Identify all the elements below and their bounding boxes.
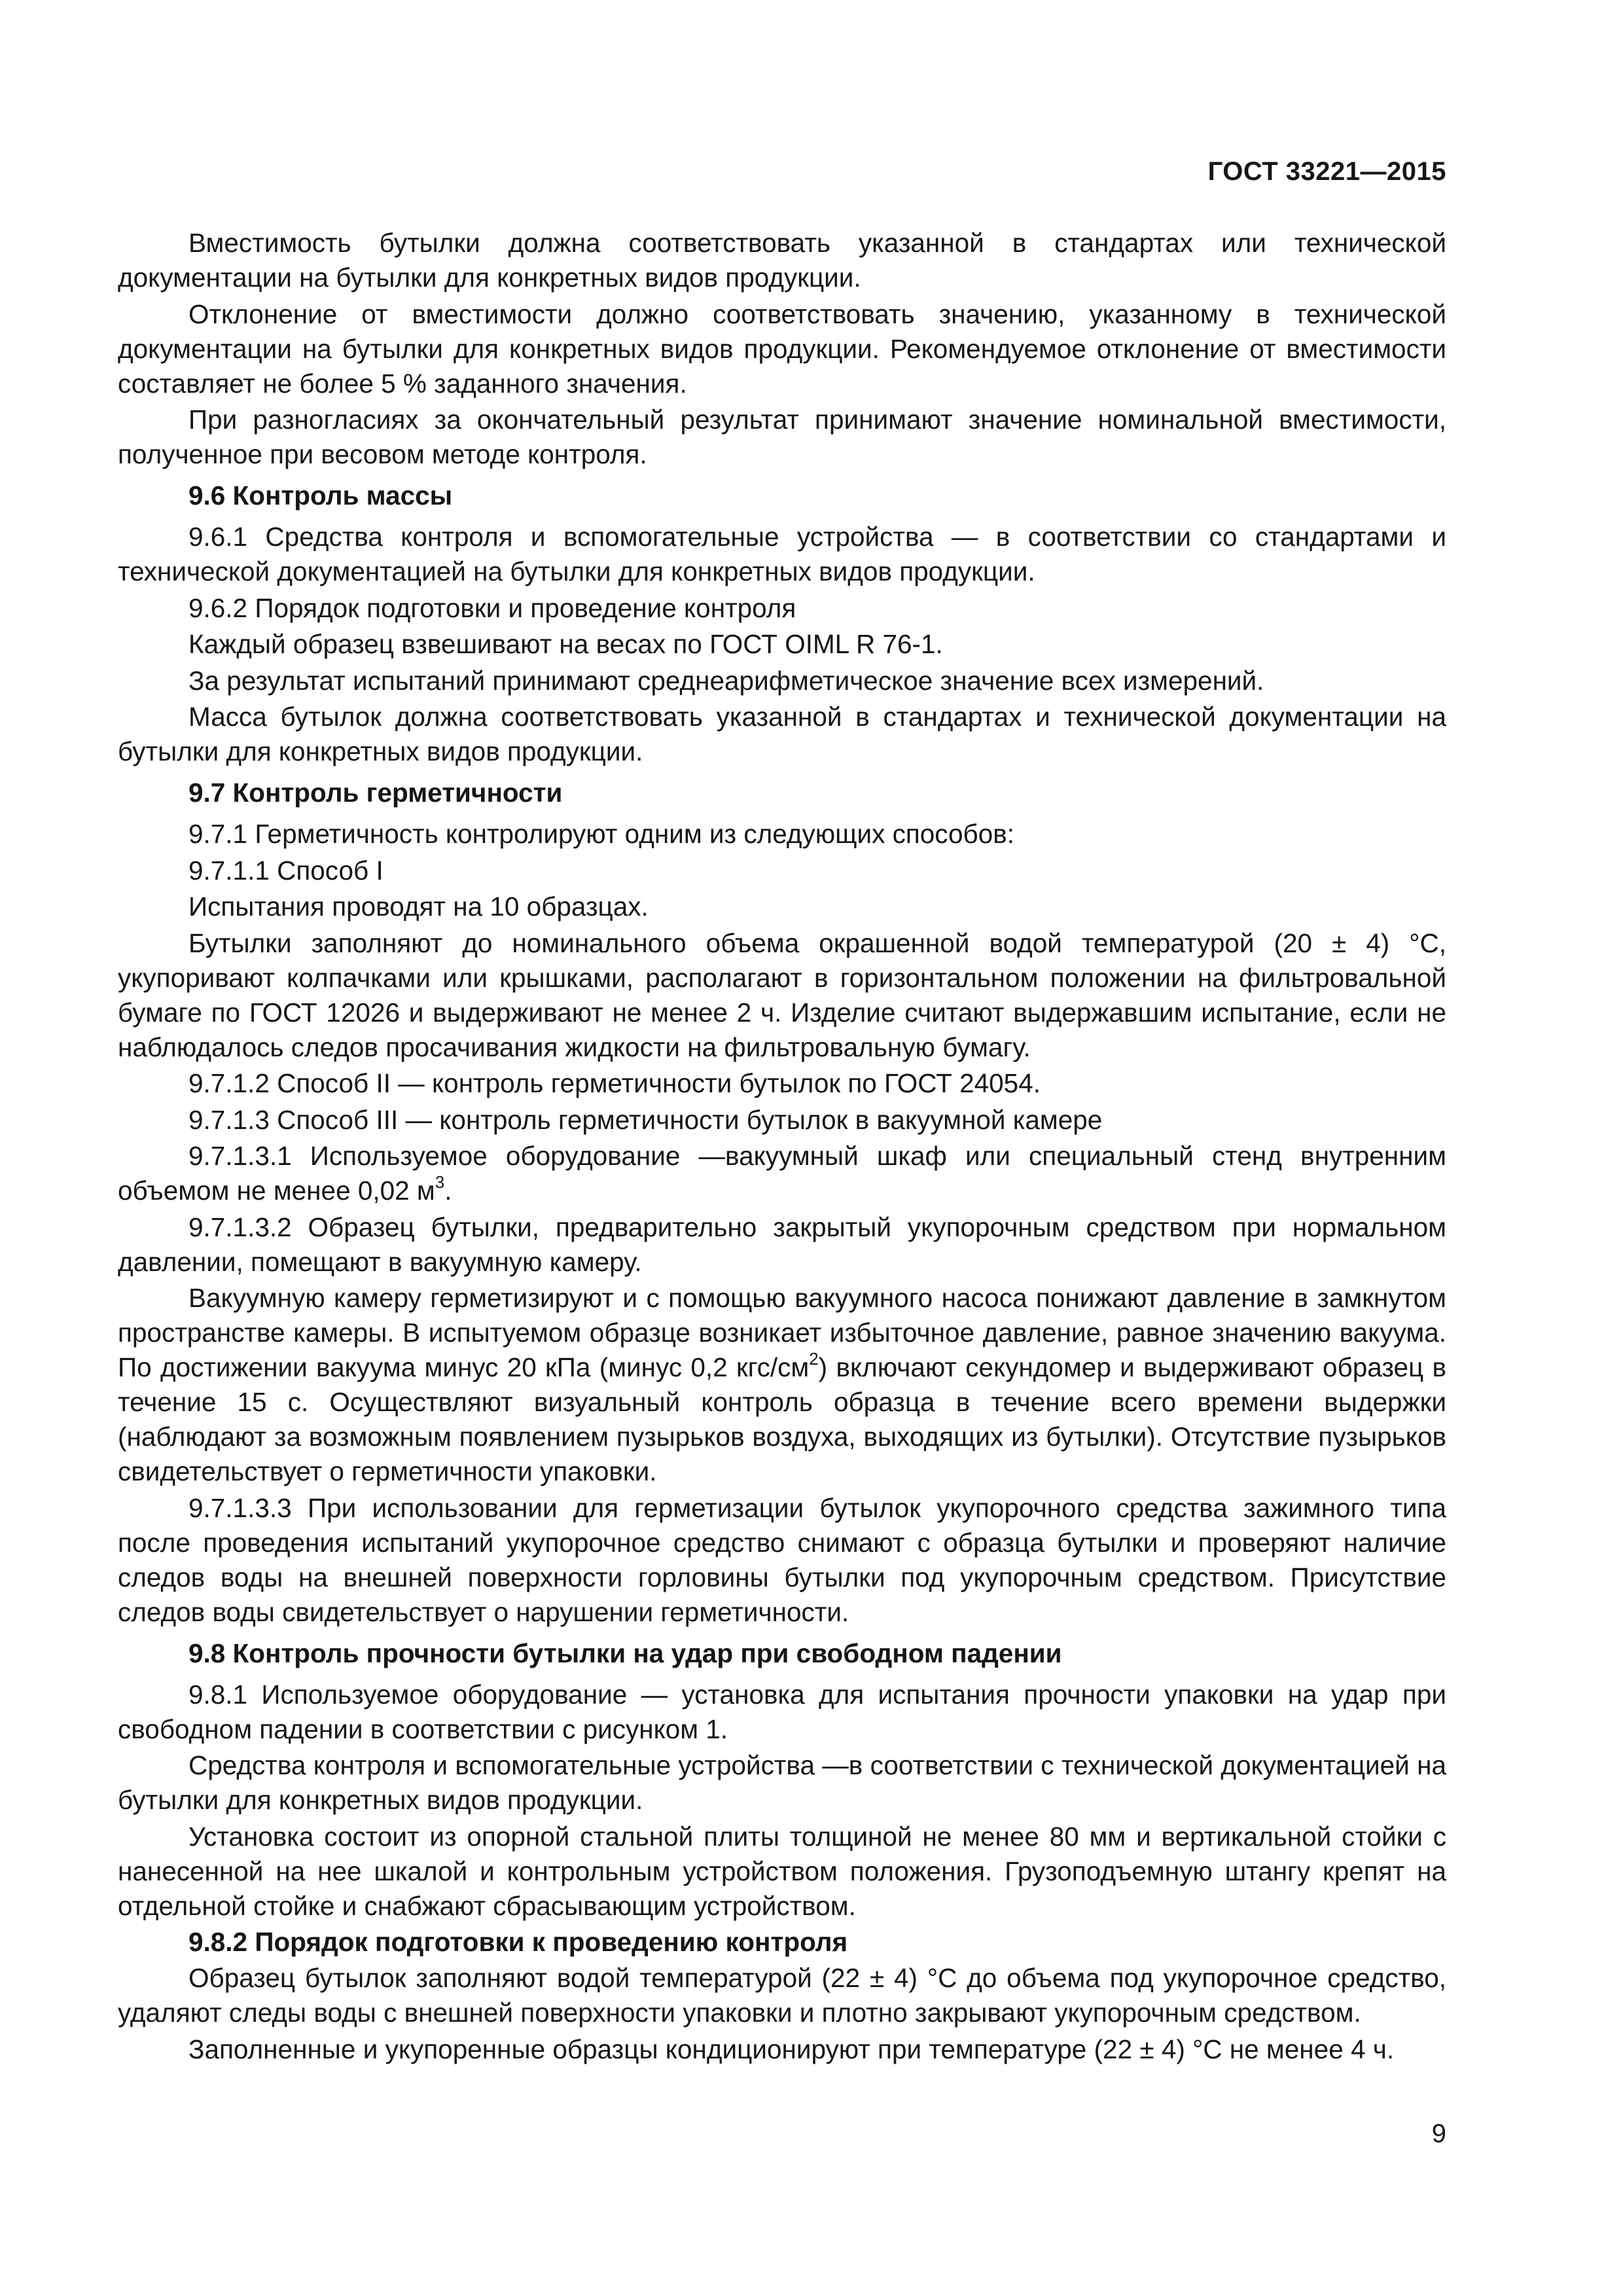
paragraph: Заполненные и укупоренные образцы кондиционируют при температуре (22 ± 4) °С не менее 4 ч. — [188, 2034, 1395, 2064]
paragraph: 9.8.1 Используемое оборудование — установка для испытания прочности упаковки на удар при свободном падении в соответствии с рисунком 1. — [118, 1679, 1446, 1744]
text-run: . — [444, 1175, 452, 1206]
paragraph: Бутылки заполняют до номинального объема окрашенной водой температурой (20 ± 4) °С, укупоривают колпачками или крышками, располагают в горизонтальном положении на фильтровальной бумаге по ГОСТ 12026 и выдерживают не менее 2 ч. Изделие считают выдержавшим испытание, если не наблюдалось следов просачивания жидкости на фильтровальную бумагу. — [118, 927, 1446, 1062]
section-heading-9-7: 9.7 Контроль герметичности — [188, 778, 563, 808]
paragraph: 9.7.1.3 Способ III — контроль герметичности бутылок в вакуумной камере — [188, 1104, 1103, 1135]
paragraph: Каждый образец взвешивают на весах по ГОСТ OIML R 76-1. — [188, 629, 943, 659]
paragraph: 9.7.1.1 Способ I — [188, 855, 383, 886]
paragraph: При разногласиях за окончательный результат принимают значение номинальной вместимости, полученное при весовом методе контроля. — [118, 404, 1446, 469]
text-run: 9.7.1.3.1 Используемое оборудование —вакуумный шкаф или специальный стенд внутренним объемом не менее 0,02 м — [118, 1141, 1446, 1206]
superscript: 3 — [435, 1172, 445, 1192]
paragraph: Масса бутылок должна соответствовать указанной в стандартах и технической документации на бутылки для конкретных видов продукции. — [118, 702, 1446, 766]
paragraph: 9.7.1.3.2 Образец бутылки, предварительно закрытый укупорочным средством при нормальном давлении, помещают в вакуумную камеру. — [118, 1211, 1446, 1277]
paragraph: Установка состоит из опорной стальной плиты толщиной не менее 80 мм и вертикальной стойки с нанесенной на нее шкалой и контрольным устройством положения. Грузоподъемную штангу крепят на отдельной стойке и снабжают сбрасывающим устройством. — [118, 1821, 1446, 1921]
paragraph: 9.7.1.3.3 При использовании для герметизации бутылок укупорочного средства зажимного типа после проведения испытаний укупорочное средство снимают с образца бутылки и проверяют наличие следов воды на внешней поверхности горловины бутылки под укупорочным средством. Присутствие следов воды свидетельствует о нарушении герметичности. — [118, 1492, 1446, 1627]
paragraph: 9.7.1 Герметичность контролируют одним из следующих способов: — [188, 819, 1015, 849]
paragraph: Испытания проводят на 10 образцах. — [188, 891, 649, 922]
standard-header: ГОСТ 33221—2015 — [1207, 157, 1446, 186]
section-heading-9-8: 9.8 Контроль прочности бутылки на удар при свободном падении — [188, 1638, 1062, 1668]
section-heading-9-6: 9.6 Контроль массы — [188, 480, 453, 511]
page-number: 9 — [1431, 2119, 1446, 2148]
paragraph: Образец бутылок заполняют водой температурой (22 ± 4) °С до объема под укупорочное средство, удаляют следы воды с внешней поверхности упаковки и плотно закрывают укупорочным средством. — [118, 1963, 1446, 2028]
paragraph: 9.6.1 Средства контроля и вспомогательные устройства — в соответствии со стандартами и технической документацией на бутылки для конкретных видов продукции. — [118, 522, 1446, 586]
text-run: ) включают секундомер и выдерживают образец в течение 15 с. Осуществляют визуальный контроль образца в течение всего времени выдержки (наблюдают за возможным появлением пузырьков воздуха, выходящих из бутылки). Отсутствие пузырьков свидетельствует о герметичности упаковки. — [118, 1352, 1446, 1486]
subsection-heading-9-8-2: 9.8.2 Порядок подготовки к проведению контроля — [188, 1927, 848, 1957]
document-body — [118, 226, 1446, 2068]
paragraph: 9.7.1.2 Способ II — контроль герметичности бутылок по ГОСТ 24054. — [188, 1068, 1041, 1098]
paragraph: Вместимость бутылки должна соответствовать указанной в стандартах или технической документации на бутылки для конкретных видов продукции. — [118, 228, 1446, 293]
paragraph: Отклонение от вместимости должно соответствовать значению, указанному в технической документации на бутылки для конкретных видов продукции. Рекомендуемое отклонение от вместимости составляет не более 5 % заданного значения. — [118, 298, 1446, 399]
text-run: Вакуумную камеру герметизируют и с помощью вакуумного насоса понижают давление в замкнутом пространстве камеры. В испытуемом образце возникает избыточное давление, равное значению вакуума. По достижении вакуума минус 20 кПа (минус 0,2 кгс/см — [118, 1283, 1446, 1382]
paragraph — [118, 1281, 1446, 1489]
superscript: 2 — [809, 1348, 819, 1369]
paragraph: Средства контроля и вспомогательные устройства —в соответствии с технической документацией на бутылки для конкретных видов продукции. — [118, 1750, 1446, 1815]
paragraph: За результат испытаний принимают среднеарифметическое значение всех измерений. — [188, 665, 1264, 696]
paragraph: 9.6.2 Порядок подготовки и проведение контроля — [188, 592, 796, 623]
paragraph — [118, 1139, 1446, 1208]
